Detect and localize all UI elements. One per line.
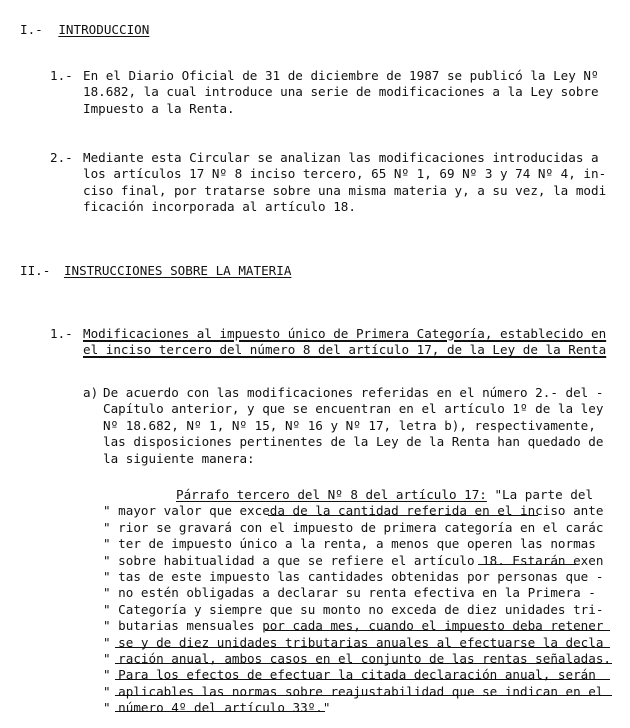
quote-line: " no estén obligadas a declarar su renta efectiva en la Primera - xyxy=(103,585,596,601)
item-1-paragraph xyxy=(83,68,599,117)
highlight-underline xyxy=(265,630,610,631)
sub-a-paragraph xyxy=(103,385,603,467)
item-2-line: los artículos 17 Nº 8 inciso tercero, 65 Nº 1, 69 Nº 3 y 74 Nº 4, in- xyxy=(83,166,607,182)
item-2-line: Mediante esta Circular se analizan las modificaciones introducidas a xyxy=(83,150,599,165)
highlight-underline xyxy=(115,647,610,648)
sub-a-line: De acuerdo con las modificaciones referidas en el número 2.- del - xyxy=(103,385,604,400)
item-2-line: ciso final, por tratarse sobre una misma materia y, a su vez, la modi xyxy=(83,182,607,198)
item-1-line: 18.682, la cual introduce una serie de modificaciones a la Ley sobre xyxy=(83,84,599,100)
quote-heading: Párrafo tercero del Nº 8 del artículo 17: xyxy=(176,487,487,502)
quote-heading-rest: "La parte del xyxy=(486,487,594,502)
item-1-number: 1.- xyxy=(50,68,73,83)
quote-line: " Categoría y siempre que su monto no exceda de diez unidades tri- xyxy=(103,601,604,617)
sub-a-line: la siguiente manera: xyxy=(103,450,255,466)
quote-body xyxy=(103,503,611,716)
item-2-paragraph xyxy=(83,150,606,216)
quote-line: " sobre habitualidad a que se refiere el artículo 18. Estarán exen xyxy=(103,552,604,568)
sub-a-line: Nº 18.682, Nº 1, Nº 15, Nº 16 y Nº 17, letra b), respectivamente, xyxy=(103,417,596,433)
item-1-line: En el Diario Oficial de 31 de diciembre de 1987 se publicó la Ley Nº xyxy=(83,68,599,83)
quote-line: " Para los efectos de efectuar la citada declaración anual, serán xyxy=(103,667,596,683)
section-2-item-1-heading xyxy=(83,326,606,359)
sub-a-label: a) xyxy=(83,385,99,400)
section-1-heading xyxy=(20,22,149,38)
section-2-item-1-number: 1.- xyxy=(50,326,73,341)
sub-a-line: las disposiciones pertinentes de la Ley de la Renta han quedado de xyxy=(103,434,604,450)
item-heading-line: Modificaciones al impuesto único de Primera Categoría, establecido en xyxy=(83,326,607,341)
section-1-title: INTRODUCCION xyxy=(58,22,150,37)
highlight-underline xyxy=(115,711,325,712)
section-2-heading xyxy=(20,263,291,279)
highlight-underline xyxy=(115,695,612,696)
quote-line: " aplicables las normas sobre reajustabilidad que se indican en el xyxy=(103,683,604,699)
quote-line: " se y de diez unidades tributarias anuales al efectuarse la decla xyxy=(103,634,604,650)
highlight-underline xyxy=(268,515,538,516)
section-2-number: II.- xyxy=(20,263,51,278)
item-heading-line: el inciso tercero del número 8 del artículo 17, de la Ley de la Renta xyxy=(83,342,607,358)
quote-line: " tas de este impuesto las cantidades obtenidas por personas que - xyxy=(103,568,604,584)
quote-line: " ter de impuesto único a la renta, a menos que operen las normas xyxy=(103,536,596,552)
quote-heading-line xyxy=(176,487,593,503)
quote-line: " número 4º del artículo 33º." xyxy=(103,700,331,716)
section-1-number: I.- xyxy=(20,22,43,37)
highlight-underline xyxy=(478,564,576,565)
quote-line: " rior se gravará con el impuesto de primera categoría en el carác xyxy=(103,519,604,535)
section-2-title: INSTRUCCIONES SOBRE LA MATERIA xyxy=(63,263,292,278)
highlight-underline xyxy=(115,663,612,664)
quote-line: " mayor valor que exceda de la cantidad referida en el inciso ante xyxy=(103,503,604,519)
item-2-line: ficación incorporada al artículo 18. xyxy=(83,199,356,215)
quote-line: " butarias mensuales por cada mes, cuando el impuesto deba retener xyxy=(103,618,604,634)
highlight-underline xyxy=(115,679,610,680)
item-2-number: 2.- xyxy=(50,150,73,165)
quote-line: " ración anual, ambos casos en el conjunto de las rentas señaladas. xyxy=(103,650,611,666)
item-1-line: Impuesto a la Renta. xyxy=(83,100,235,116)
sub-a-line: Capítulo anterior, y que se encuentran en el artículo 1º de la ley xyxy=(103,401,604,417)
